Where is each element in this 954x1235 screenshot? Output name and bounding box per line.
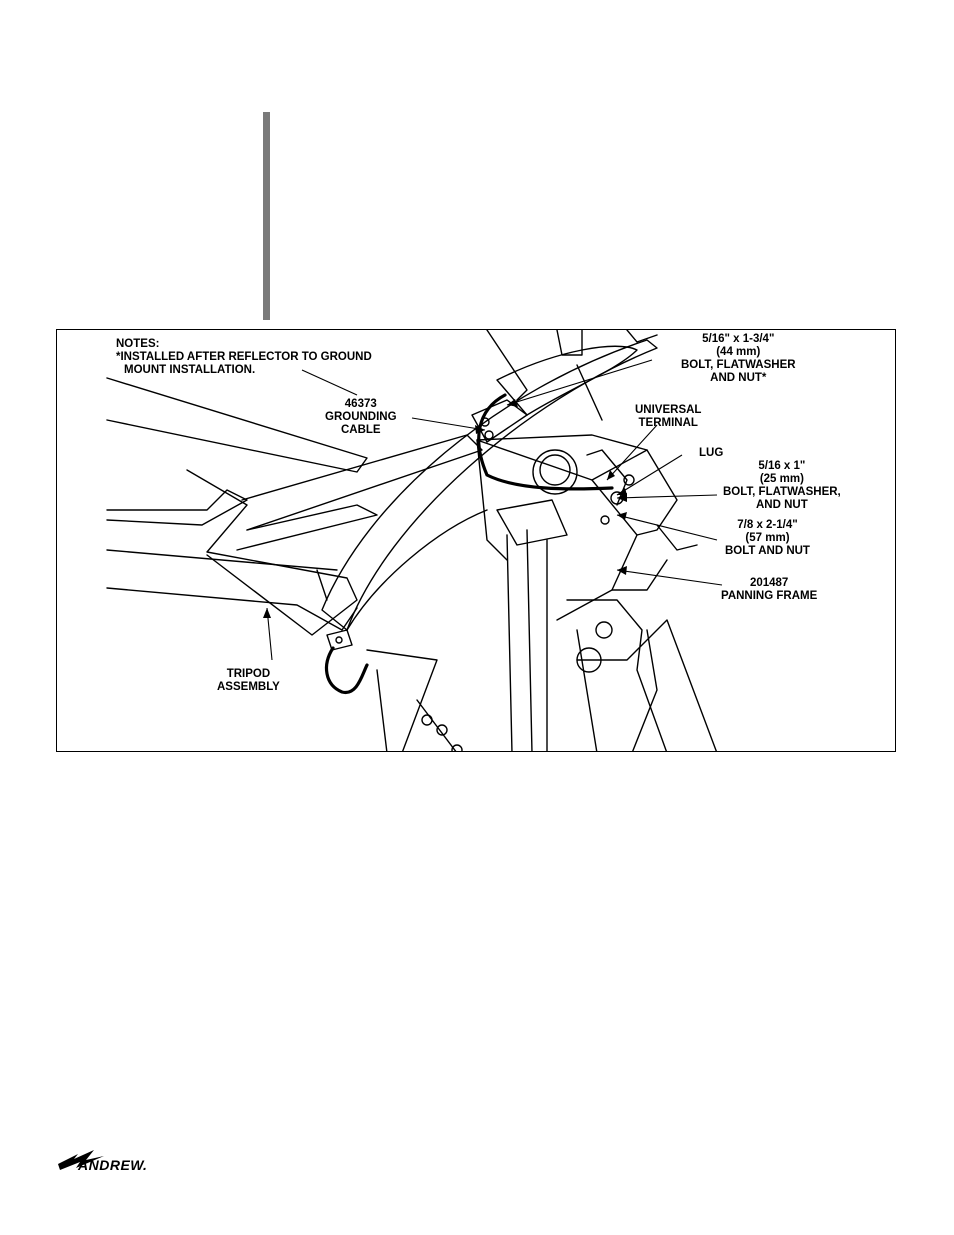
revision-change-bar: [263, 112, 270, 320]
callout-line: BOLT AND NUT: [725, 545, 810, 557]
callout-line: LUG: [699, 447, 724, 459]
callout-line: AND NUT*: [710, 372, 767, 384]
callout-line: BOLT, FLATWASHER,: [723, 486, 841, 498]
callout-bolt-25mm: [723, 460, 841, 512]
callout-line: PANNING FRAME: [721, 590, 818, 602]
callout-tripod-assembly: [217, 668, 280, 694]
callout-bolt-44mm: [681, 333, 796, 385]
callout-line: GROUNDING: [325, 411, 397, 423]
callout-panning-frame: [721, 577, 817, 603]
mast: [507, 530, 547, 752]
notes-line-2: MOUNT INSTALLATION.: [124, 364, 256, 376]
callout-line: BOLT, FLATWASHER: [681, 359, 796, 371]
callout-line: (25 mm): [759, 473, 804, 485]
callout-universal-terminal: [635, 404, 701, 430]
callout-line: (44 mm): [716, 346, 761, 358]
callout-bolt-57mm: [725, 519, 810, 558]
callout-lug: [699, 447, 723, 460]
callout-line: (57 mm): [745, 532, 790, 544]
callout-line: AND NUT: [756, 499, 808, 511]
callout-line: 5/16 x 1": [758, 460, 806, 472]
reflector-rim: [322, 340, 657, 630]
andrew-logo: ANDREW.: [78, 1157, 148, 1173]
callout-line: 5/16" x 1-3/4": [702, 333, 775, 345]
notes-heading: NOTES:: [116, 338, 160, 350]
callout-line: ASSEMBLY: [217, 681, 280, 693]
grounding-cable-lower: [327, 648, 367, 693]
callout-grounding-cable: [325, 398, 397, 437]
tripod-leg-main: [242, 435, 482, 530]
figure-notes: [116, 338, 372, 377]
callout-line: 7/8 x 2-1/4": [737, 519, 798, 531]
lower-strut: [107, 490, 247, 525]
callout-line: TRIPOD: [226, 668, 271, 680]
callout-line: TERMINAL: [638, 417, 698, 429]
callout-line: CABLE: [340, 424, 381, 436]
callout-line: UNIVERSAL: [635, 404, 702, 416]
notes-line-1: *INSTALLED AFTER REFLECTOR TO GROUND: [116, 351, 372, 363]
callout-line: 201487: [749, 577, 789, 589]
callout-line: 46373: [344, 398, 377, 410]
grounding-cable-installation-figure: [56, 329, 896, 752]
